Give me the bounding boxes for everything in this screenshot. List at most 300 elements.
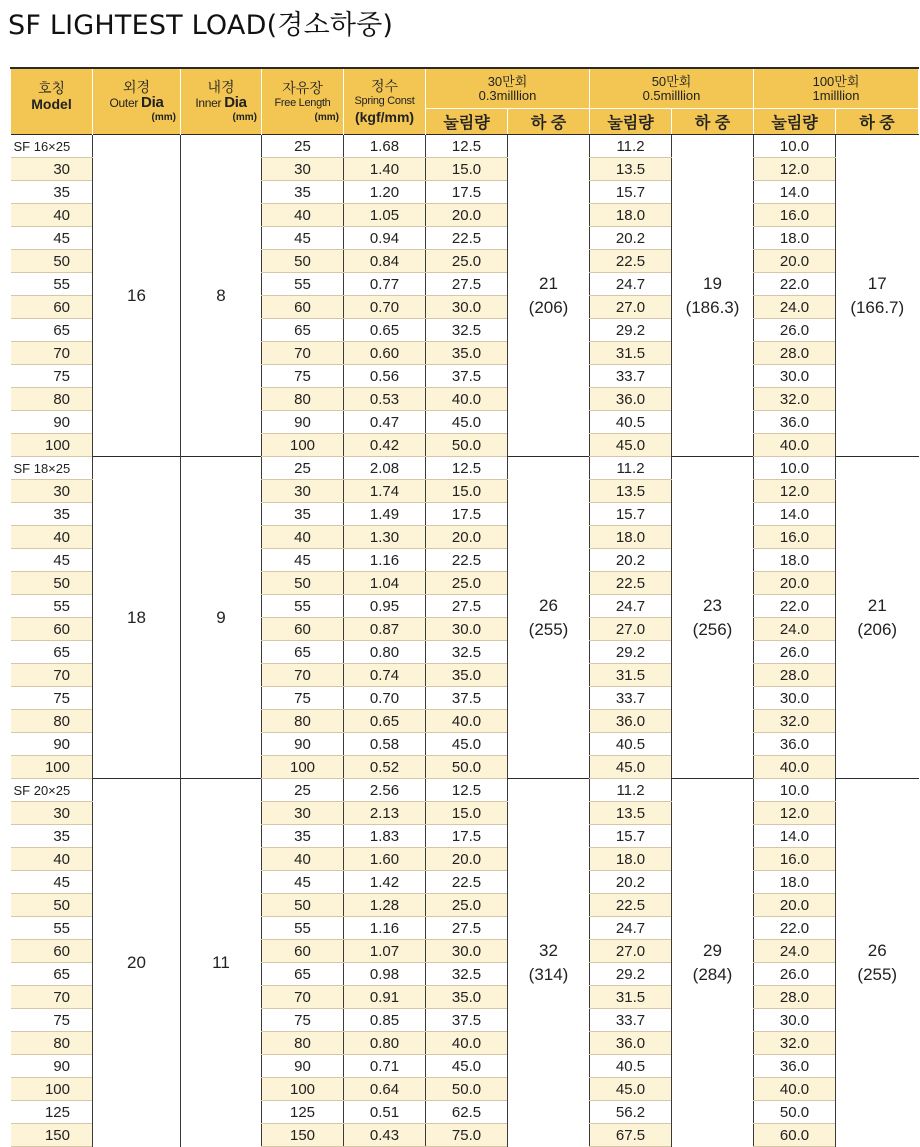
deflection-30-cell: 40.0	[426, 1032, 508, 1055]
deflection-30-cell: 32.5	[426, 963, 508, 986]
free-length-cell: 100	[262, 756, 344, 779]
header-deflection-50: 눌림량	[590, 109, 672, 135]
spring-const-cell: 2.13	[344, 802, 426, 825]
model-cell: 60	[11, 296, 93, 319]
load-100-cell	[836, 779, 919, 1147]
page-title: SF LIGHTEST LOAD(경소하중)	[8, 10, 394, 41]
deflection-50-cell: 67.5	[590, 1124, 672, 1147]
deflection-100-cell: 26.0	[754, 641, 836, 664]
deflection-50-cell: 22.5	[590, 250, 672, 273]
deflection-50-cell: 40.5	[590, 411, 672, 434]
deflection-30-cell: 37.5	[426, 365, 508, 388]
deflection-30-cell: 12.5	[426, 457, 508, 480]
load-100-cell-newton: (255)	[857, 964, 898, 984]
load-50-cell-kgf: 23	[703, 595, 722, 615]
model-cell: 50	[11, 572, 93, 595]
model-cell: 100	[11, 434, 93, 457]
spring-const-cell: 2.56	[344, 779, 426, 802]
model-cell: 55	[11, 273, 93, 296]
outer-dia-cell-kgf: 20	[127, 952, 146, 972]
deflection-50-cell: 31.5	[590, 342, 672, 365]
deflection-50-cell: 11.2	[590, 779, 672, 802]
model-cell: 70	[11, 342, 93, 365]
model-cell: 45	[11, 549, 93, 572]
free-length-cell: 90	[262, 411, 344, 434]
deflection-30-cell: 50.0	[426, 1078, 508, 1101]
outer-dia-cell	[93, 779, 181, 1147]
deflection-100-cell: 40.0	[754, 756, 836, 779]
deflection-50-cell: 27.0	[590, 296, 672, 319]
deflection-100-cell: 26.0	[754, 319, 836, 342]
model-cell: 50	[11, 250, 93, 273]
deflection-50-cell: 18.0	[590, 526, 672, 549]
deflection-100-cell: 24.0	[754, 940, 836, 963]
deflection-50-cell: 20.2	[590, 871, 672, 894]
deflection-30-cell: 27.5	[426, 595, 508, 618]
deflection-100-cell: 26.0	[754, 963, 836, 986]
deflection-50-cell: 11.2	[590, 457, 672, 480]
model-cell: 90	[11, 1055, 93, 1078]
deflection-100-cell: 16.0	[754, 204, 836, 227]
deflection-100-cell: 50.0	[754, 1101, 836, 1124]
deflection-50-cell: 24.7	[590, 917, 672, 940]
deflection-100-cell: 30.0	[754, 365, 836, 388]
deflection-50-cell: 24.7	[590, 273, 672, 296]
deflection-30-cell: 30.0	[426, 618, 508, 641]
spring-const-cell: 1.42	[344, 871, 426, 894]
deflection-100-cell: 18.0	[754, 871, 836, 894]
header-cycle-100: 100만회 1milllion	[754, 68, 919, 109]
load-30-cell-newton: (206)	[528, 297, 569, 317]
inner-dia-cell-kgf: 9	[216, 607, 226, 627]
model-cell: 100	[11, 756, 93, 779]
deflection-30-cell: 50.0	[426, 434, 508, 457]
model-cell: 45	[11, 227, 93, 250]
deflection-50-cell: 11.2	[590, 135, 672, 158]
header-load-50: 하 중	[672, 109, 754, 135]
free-length-cell: 30	[262, 802, 344, 825]
free-length-cell: 55	[262, 595, 344, 618]
deflection-100-cell: 18.0	[754, 227, 836, 250]
spring-const-cell: 2.08	[344, 457, 426, 480]
load-30-cell-kgf: 21	[539, 273, 558, 293]
deflection-100-cell: 24.0	[754, 618, 836, 641]
spring-const-cell: 0.43	[344, 1124, 426, 1147]
free-length-cell: 150	[262, 1124, 344, 1147]
inner-dia-cell	[181, 457, 262, 779]
spring-const-cell: 1.16	[344, 917, 426, 940]
deflection-50-cell: 29.2	[590, 963, 672, 986]
deflection-100-cell: 60.0	[754, 1124, 836, 1147]
table-row	[11, 779, 919, 802]
free-length-cell: 25	[262, 135, 344, 158]
free-length-cell: 75	[262, 687, 344, 710]
header-cycle-30: 30만회 0.3milllion	[426, 68, 590, 109]
deflection-30-cell: 22.5	[426, 871, 508, 894]
deflection-100-cell: 32.0	[754, 1032, 836, 1055]
deflection-50-cell: 29.2	[590, 641, 672, 664]
header-outer-dia: 외경 Outer Dia (mm)	[93, 68, 181, 135]
model-cell: SF 18×25	[11, 457, 93, 480]
spring-const-cell: 0.80	[344, 1032, 426, 1055]
deflection-50-cell: 15.7	[590, 181, 672, 204]
free-length-cell: 35	[262, 503, 344, 526]
model-cell: 60	[11, 940, 93, 963]
free-length-cell: 90	[262, 1055, 344, 1078]
spring-const-cell: 0.94	[344, 227, 426, 250]
header-spring-const: 정수 Spring Const (kgf/mm)	[344, 68, 426, 135]
spring-const-cell: 1.60	[344, 848, 426, 871]
deflection-30-cell: 22.5	[426, 549, 508, 572]
deflection-50-cell: 13.5	[590, 158, 672, 181]
deflection-30-cell: 20.0	[426, 526, 508, 549]
deflection-30-cell: 25.0	[426, 894, 508, 917]
deflection-30-cell: 32.5	[426, 319, 508, 342]
free-length-cell: 50	[262, 250, 344, 273]
deflection-100-cell: 30.0	[754, 1009, 836, 1032]
free-length-cell: 35	[262, 181, 344, 204]
deflection-30-cell: 35.0	[426, 342, 508, 365]
free-length-cell: 90	[262, 733, 344, 756]
free-length-cell: 30	[262, 480, 344, 503]
deflection-30-cell: 22.5	[426, 227, 508, 250]
deflection-50-cell: 36.0	[590, 1032, 672, 1055]
header-deflection-100: 눌림량	[754, 109, 836, 135]
deflection-30-cell: 15.0	[426, 158, 508, 181]
deflection-30-cell: 15.0	[426, 802, 508, 825]
free-length-cell: 45	[262, 549, 344, 572]
load-100-cell	[836, 457, 919, 779]
deflection-100-cell: 18.0	[754, 549, 836, 572]
spring-const-cell: 0.65	[344, 319, 426, 342]
model-cell: 55	[11, 595, 93, 618]
deflection-30-cell: 62.5	[426, 1101, 508, 1124]
deflection-100-cell: 16.0	[754, 526, 836, 549]
free-length-cell: 80	[262, 710, 344, 733]
deflection-100-cell: 40.0	[754, 1078, 836, 1101]
deflection-50-cell: 15.7	[590, 825, 672, 848]
model-cell: 40	[11, 204, 93, 227]
free-length-cell: 45	[262, 871, 344, 894]
model-cell: 80	[11, 710, 93, 733]
model-cell: 75	[11, 365, 93, 388]
spring-const-cell: 0.91	[344, 986, 426, 1009]
spring-const-cell: 1.30	[344, 526, 426, 549]
deflection-100-cell: 14.0	[754, 825, 836, 848]
deflection-50-cell: 33.7	[590, 365, 672, 388]
deflection-50-cell: 56.2	[590, 1101, 672, 1124]
outer-dia-cell-kgf: 16	[127, 285, 146, 305]
model-cell: 45	[11, 871, 93, 894]
deflection-100-cell: 28.0	[754, 342, 836, 365]
spring-const-cell: 0.56	[344, 365, 426, 388]
model-cell: 150	[11, 1124, 93, 1147]
free-length-cell: 55	[262, 917, 344, 940]
deflection-30-cell: 20.0	[426, 204, 508, 227]
deflection-30-cell: 35.0	[426, 664, 508, 687]
free-length-cell: 65	[262, 319, 344, 342]
free-length-cell: 125	[262, 1101, 344, 1124]
deflection-100-cell: 32.0	[754, 710, 836, 733]
free-length-cell: 65	[262, 641, 344, 664]
deflection-30-cell: 25.0	[426, 572, 508, 595]
deflection-100-cell: 10.0	[754, 779, 836, 802]
inner-dia-cell-kgf: 11	[212, 952, 230, 972]
header-inner-dia: 내경 Inner Dia (mm)	[181, 68, 262, 135]
deflection-100-cell: 22.0	[754, 273, 836, 296]
model-cell: 90	[11, 411, 93, 434]
free-length-cell: 60	[262, 618, 344, 641]
load-50-cell-kgf: 19	[703, 273, 722, 293]
deflection-100-cell: 32.0	[754, 388, 836, 411]
spring-const-cell: 0.87	[344, 618, 426, 641]
header-cycle-50: 50만회 0.5milllion	[590, 68, 754, 109]
free-length-cell: 60	[262, 296, 344, 319]
deflection-30-cell: 25.0	[426, 250, 508, 273]
spring-const-cell: 0.98	[344, 963, 426, 986]
deflection-30-cell: 27.5	[426, 917, 508, 940]
deflection-50-cell: 22.5	[590, 894, 672, 917]
free-length-cell: 80	[262, 1032, 344, 1055]
model-cell: 30	[11, 480, 93, 503]
spring-const-cell: 1.16	[344, 549, 426, 572]
load-50-cell-newton: (186.3)	[685, 297, 740, 317]
deflection-50-cell: 45.0	[590, 756, 672, 779]
free-length-cell: 30	[262, 158, 344, 181]
deflection-100-cell: 20.0	[754, 894, 836, 917]
deflection-30-cell: 12.5	[426, 135, 508, 158]
load-100-cell-newton: (166.7)	[850, 297, 905, 317]
spring-const-cell: 1.28	[344, 894, 426, 917]
free-length-cell: 65	[262, 963, 344, 986]
deflection-100-cell: 30.0	[754, 687, 836, 710]
deflection-30-cell: 32.5	[426, 641, 508, 664]
load-50-cell-kgf: 29	[703, 940, 722, 960]
deflection-30-cell: 40.0	[426, 710, 508, 733]
spring-const-cell: 0.74	[344, 664, 426, 687]
spring-const-cell: 0.70	[344, 687, 426, 710]
deflection-100-cell: 22.0	[754, 917, 836, 940]
deflection-30-cell: 45.0	[426, 411, 508, 434]
load-30-cell-kgf: 32	[539, 940, 558, 960]
free-length-cell: 25	[262, 779, 344, 802]
spring-const-cell: 1.49	[344, 503, 426, 526]
deflection-30-cell: 12.5	[426, 779, 508, 802]
model-cell: 90	[11, 733, 93, 756]
spring-const-cell: 0.80	[344, 641, 426, 664]
deflection-50-cell: 18.0	[590, 204, 672, 227]
deflection-30-cell: 27.5	[426, 273, 508, 296]
spring-const-cell: 0.60	[344, 342, 426, 365]
model-cell: 65	[11, 319, 93, 342]
deflection-30-cell: 45.0	[426, 1055, 508, 1078]
model-cell: 40	[11, 526, 93, 549]
deflection-30-cell: 30.0	[426, 940, 508, 963]
model-cell: SF 20×25	[11, 779, 93, 802]
model-cell: 60	[11, 618, 93, 641]
deflection-50-cell: 33.7	[590, 687, 672, 710]
deflection-50-cell: 13.5	[590, 480, 672, 503]
deflection-50-cell: 45.0	[590, 434, 672, 457]
model-cell: 70	[11, 664, 93, 687]
load-30-cell	[508, 457, 590, 779]
deflection-30-cell: 50.0	[426, 756, 508, 779]
model-cell: 65	[11, 641, 93, 664]
free-length-cell: 50	[262, 894, 344, 917]
free-length-cell: 40	[262, 848, 344, 871]
deflection-30-cell: 20.0	[426, 848, 508, 871]
deflection-30-cell: 37.5	[426, 687, 508, 710]
deflection-100-cell: 14.0	[754, 181, 836, 204]
free-length-cell: 75	[262, 365, 344, 388]
spring-const-cell: 0.53	[344, 388, 426, 411]
free-length-cell: 40	[262, 526, 344, 549]
load-100-cell-kgf: 21	[867, 595, 887, 615]
table-row	[11, 135, 919, 158]
deflection-100-cell: 12.0	[754, 158, 836, 181]
spring-const-cell: 1.05	[344, 204, 426, 227]
deflection-100-cell: 28.0	[754, 664, 836, 687]
outer-dia-cell	[93, 457, 181, 779]
model-cell: SF 16×25	[11, 135, 93, 158]
free-length-cell: 55	[262, 273, 344, 296]
spring-const-cell: 0.95	[344, 595, 426, 618]
free-length-cell: 100	[262, 434, 344, 457]
load-30-cell-newton: (255)	[528, 619, 569, 639]
deflection-100-cell: 36.0	[754, 411, 836, 434]
deflection-30-cell: 17.5	[426, 181, 508, 204]
load-100-cell	[836, 135, 919, 457]
deflection-50-cell: 13.5	[590, 802, 672, 825]
model-cell: 30	[11, 158, 93, 181]
load-50-cell	[672, 457, 754, 779]
deflection-100-cell: 40.0	[754, 434, 836, 457]
spring-const-cell: 0.51	[344, 1101, 426, 1124]
deflection-100-cell: 22.0	[754, 595, 836, 618]
spring-const-cell: 1.04	[344, 572, 426, 595]
spring-const-cell: 0.42	[344, 434, 426, 457]
deflection-30-cell: 17.5	[426, 825, 508, 848]
outer-dia-cell	[93, 135, 181, 457]
deflection-50-cell: 18.0	[590, 848, 672, 871]
free-length-cell: 35	[262, 825, 344, 848]
free-length-cell: 100	[262, 1078, 344, 1101]
inner-dia-cell-kgf: 8	[216, 285, 226, 305]
free-length-cell: 45	[262, 227, 344, 250]
model-cell: 100	[11, 1078, 93, 1101]
free-length-cell: 75	[262, 1009, 344, 1032]
deflection-100-cell: 24.0	[754, 296, 836, 319]
model-cell: 125	[11, 1101, 93, 1124]
model-cell: 40	[11, 848, 93, 871]
deflection-100-cell: 10.0	[754, 135, 836, 158]
spring-const-cell: 1.68	[344, 135, 426, 158]
model-cell: 30	[11, 802, 93, 825]
spring-const-cell: 0.52	[344, 756, 426, 779]
spring-const-cell: 1.83	[344, 825, 426, 848]
spring-const-cell: 1.40	[344, 158, 426, 181]
model-cell: 75	[11, 687, 93, 710]
deflection-100-cell: 12.0	[754, 480, 836, 503]
deflection-100-cell: 20.0	[754, 250, 836, 273]
deflection-30-cell: 30.0	[426, 296, 508, 319]
free-length-cell: 25	[262, 457, 344, 480]
deflection-50-cell: 31.5	[590, 664, 672, 687]
load-30-cell-kgf: 26	[539, 595, 558, 615]
spring-const-cell: 1.74	[344, 480, 426, 503]
table-row	[11, 457, 919, 480]
spring-const-cell: 0.58	[344, 733, 426, 756]
deflection-50-cell: 27.0	[590, 940, 672, 963]
deflection-50-cell: 15.7	[590, 503, 672, 526]
deflection-50-cell: 24.7	[590, 595, 672, 618]
inner-dia-cell	[181, 779, 262, 1147]
deflection-100-cell: 20.0	[754, 572, 836, 595]
model-cell: 75	[11, 1009, 93, 1032]
deflection-50-cell: 45.0	[590, 1078, 672, 1101]
deflection-50-cell: 40.5	[590, 1055, 672, 1078]
deflection-100-cell: 36.0	[754, 733, 836, 756]
free-length-cell: 60	[262, 940, 344, 963]
load-50-cell-newton: (256)	[692, 619, 733, 639]
model-cell: 35	[11, 181, 93, 204]
load-100-cell-newton: (206)	[857, 619, 898, 639]
model-cell: 65	[11, 963, 93, 986]
outer-dia-cell-kgf: 18	[127, 607, 146, 627]
deflection-100-cell: 14.0	[754, 503, 836, 526]
free-length-cell: 50	[262, 572, 344, 595]
model-cell: 55	[11, 917, 93, 940]
free-length-cell: 40	[262, 204, 344, 227]
deflection-50-cell: 27.0	[590, 618, 672, 641]
load-50-cell	[672, 135, 754, 457]
deflection-30-cell: 15.0	[426, 480, 508, 503]
deflection-100-cell: 16.0	[754, 848, 836, 871]
deflection-30-cell: 40.0	[426, 388, 508, 411]
deflection-50-cell: 20.2	[590, 227, 672, 250]
spring-const-cell: 0.65	[344, 710, 426, 733]
spring-const-cell: 0.70	[344, 296, 426, 319]
deflection-30-cell: 75.0	[426, 1124, 508, 1147]
deflection-100-cell: 36.0	[754, 1055, 836, 1078]
header-load-100: 하 중	[836, 109, 919, 135]
free-length-cell: 70	[262, 986, 344, 1009]
spring-const-cell: 0.64	[344, 1078, 426, 1101]
model-cell: 70	[11, 986, 93, 1009]
deflection-30-cell: 17.5	[426, 503, 508, 526]
spring-const-cell: 0.84	[344, 250, 426, 273]
free-length-cell: 80	[262, 388, 344, 411]
model-cell: 35	[11, 825, 93, 848]
load-30-cell-newton: (314)	[528, 964, 569, 984]
deflection-30-cell: 35.0	[426, 986, 508, 1009]
deflection-50-cell: 36.0	[590, 710, 672, 733]
spring-const-cell: 0.47	[344, 411, 426, 434]
load-50-cell	[672, 779, 754, 1147]
spring-const-cell: 0.71	[344, 1055, 426, 1078]
inner-dia-cell	[181, 135, 262, 457]
deflection-50-cell: 33.7	[590, 1009, 672, 1032]
spring-const-cell: 0.85	[344, 1009, 426, 1032]
spring-const-cell: 1.07	[344, 940, 426, 963]
deflection-100-cell: 12.0	[754, 802, 836, 825]
deflection-50-cell: 36.0	[590, 388, 672, 411]
deflection-50-cell: 20.2	[590, 549, 672, 572]
free-length-cell: 70	[262, 342, 344, 365]
deflection-50-cell: 40.5	[590, 733, 672, 756]
load-100-cell-kgf: 17	[867, 273, 887, 293]
deflection-30-cell: 45.0	[426, 733, 508, 756]
